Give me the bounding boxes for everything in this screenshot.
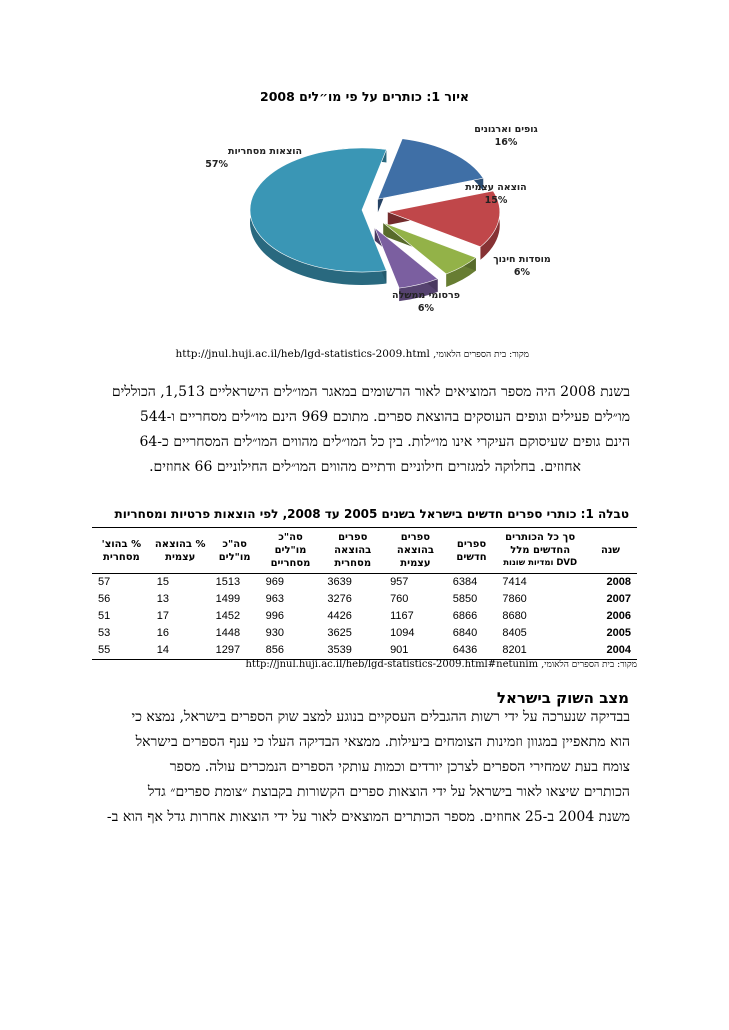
- table-row: [92, 591, 637, 608]
- table-source-url[interactable]: http://jnul.huji.ac.il/heb/lgd-statistics-2009.html#netunim: [245, 659, 539, 670]
- header-pct-self: % בהוצאה עצמית: [151, 528, 210, 574]
- pie-slice-label: מוסדות חינוך: [493, 254, 551, 265]
- cell-pct-comm: 57: [98, 576, 111, 588]
- paragraph-line: בשנת 2008 היה מספר המוציאים לאור הרשומים במאגר המו״לים הישראליים 1,513, הכוללים: [111, 384, 630, 400]
- cell-total-publishers: 1513: [215, 576, 241, 588]
- paragraph-line: הוא מתאפיין במגוון וזמינות הצומחים ביעילות. ממצאי הבדיקה העלו כי ענף הספרים בישראל: [135, 734, 630, 750]
- cell-self-pub: 901: [384, 642, 447, 660]
- cell-pct-self: 17: [156, 610, 170, 622]
- table-source-label: מקור: בית הספרים הלאומי,: [541, 660, 637, 670]
- table-header-row: [92, 528, 637, 574]
- cell-year: 2005: [606, 627, 631, 639]
- cell-comm-publishers: 969: [265, 576, 284, 588]
- cell-year: 2006: [606, 610, 631, 622]
- paragraph-line: משנת 2004 ב-25 אחוזים. מספר הכותרים המוצאים לאור על ידי הוצאות אחרות גדל אף הוא ב-: [106, 809, 630, 825]
- cell-commercial: 3639: [327, 576, 352, 588]
- cell-comm-publishers: 996: [265, 610, 284, 622]
- figure-source-label: מקור: בית הספרים הלאומי,: [433, 350, 529, 360]
- pie-slice-value: 15%: [484, 195, 508, 206]
- cell-comm-publishers: 963: [265, 593, 284, 605]
- cell-self-pub: 957: [390, 576, 409, 588]
- cell-pct-comm: 56: [98, 593, 111, 605]
- figure-source: [176, 348, 529, 360]
- header-new-books: ספרים חדשים: [447, 528, 497, 574]
- cell-year: 2008: [606, 576, 631, 588]
- figure-title: איור 1: כותרים על פי מו״לים 2008: [260, 89, 469, 104]
- pie-chart: [150, 110, 570, 340]
- cell-total-publishers: 1499: [215, 593, 241, 605]
- pie-slice-label: גופים וארגונים: [474, 124, 538, 135]
- cell-commercial: 4426: [327, 610, 352, 622]
- paragraph-line: אחוזים. בחלוקה למגזרים חילוניים ודתיים מהווים המו״לים החילוניים 66 אחוזים.: [149, 459, 581, 475]
- cell-total: 7414: [502, 576, 527, 588]
- cell-commercial: 3625: [327, 627, 352, 639]
- pie-slice-value: 6%: [417, 303, 435, 314]
- header-total-publishers: סה"כ מו"לים: [210, 528, 260, 574]
- paragraph-publishers: [100, 380, 630, 480]
- header-year: שנה: [584, 528, 637, 574]
- cell-pct-self: 15: [156, 576, 170, 588]
- table-row: [92, 642, 637, 660]
- paragraph-line: בבדיקה שנערכה על ידי רשות ההגבלים העסקיים בנוגע למצב שוק הספרים בישראל, נמצא כי: [131, 709, 630, 725]
- table-source: [245, 659, 637, 670]
- paragraph-line: צומח בעת שמחירי הספרים לצרכן יורדים וכמות עותקי הספרים הנמכרים עולה. מספר: [169, 759, 630, 775]
- header-total: [496, 528, 584, 574]
- cell-pct-comm: 51: [98, 610, 111, 622]
- header-pct-comm: % בהוצ' מסחרית: [92, 528, 151, 574]
- figure-source-url[interactable]: http://jnul.huji.ac.il/heb/lgd-statistics-2009.html: [175, 348, 430, 360]
- cell-comm-publishers: 930: [265, 627, 284, 639]
- cell-total: 8405: [502, 627, 527, 639]
- pie-slice-value: 57%: [205, 159, 228, 170]
- cell-pct-self: 14: [151, 642, 210, 660]
- cell-pct-comm: 55: [92, 642, 151, 660]
- cell-new-books: 6866: [452, 610, 478, 622]
- cell-pct-comm: 53: [98, 627, 111, 639]
- table-row: [92, 608, 637, 625]
- pie-slice-label: פרסומי ממשלה: [392, 290, 460, 301]
- paragraph-market: [100, 705, 630, 830]
- cell-year: 2007: [606, 593, 631, 605]
- cell-new-books: 6840: [452, 627, 478, 639]
- header-commercial: ספרים בהוצאה מסחרית: [321, 528, 384, 574]
- header-total-sub: DVD ומדיות שונות: [503, 558, 578, 568]
- cell-new-books: 5850: [452, 593, 478, 605]
- cell-self-pub: 1094: [390, 627, 415, 639]
- cell-commercial: 3276: [327, 593, 352, 605]
- cell-self-pub: 760: [390, 593, 409, 605]
- pie-slice-label: הוצאות מסחריות: [228, 146, 303, 157]
- cell-new-books: 6384: [452, 576, 478, 588]
- cell-total-publishers: 1452: [215, 610, 241, 622]
- cell-year: 2004: [584, 642, 637, 660]
- paragraph-line: מו״לים פעילים וגופים העוסקים בהוצאת ספרים. מתוכם 969 הינם מו״לים מסחריים ו-544: [139, 409, 630, 425]
- section-heading: מצב השוק בישראל: [496, 689, 629, 707]
- paragraph-line: הכותרים שיצאו לאור בישראל על ידי הוצאות ספרים הקשורות בקבוצת ״צומת ספרים״ גדל: [147, 784, 630, 800]
- pie-slice-label: הוצאה עצמית: [465, 182, 527, 193]
- cell-self-pub: 1167: [390, 610, 414, 622]
- cell-new-books: 6436: [447, 642, 497, 660]
- cell-pct-self: 13: [156, 593, 170, 605]
- table-row: [92, 574, 637, 592]
- table-title: טבלה 1: כותרי ספרים חדשים בישראל בשנים 2005 עד 2008, לפי הוצאות פרטיות ומסחריות: [114, 507, 629, 521]
- header-total-main: סך כל הכותרים החדשים מלל: [505, 532, 576, 556]
- pie-slice-value: 6%: [513, 267, 531, 278]
- cell-comm-publishers: 856: [260, 642, 322, 660]
- paragraph-line: הינם גופים שעיסוקם העיקרי אינו מו״לות. בין כל המו״לים מהווים המו״לים המסחריים כ-64: [139, 434, 630, 450]
- table-row: [92, 625, 637, 642]
- cell-total: 8201: [496, 642, 584, 660]
- pie-chart-svg: [150, 110, 570, 340]
- stats-table: [92, 527, 637, 660]
- cell-total-publishers: 1448: [215, 627, 241, 639]
- cell-total: 8680: [502, 610, 527, 622]
- cell-total: 7860: [502, 593, 527, 605]
- cell-total-publishers: 1297: [210, 642, 260, 660]
- header-self-pub: ספרים בהוצאה עצמית: [384, 528, 447, 574]
- cell-commercial: 3539: [321, 642, 384, 660]
- cell-pct-self: 16: [156, 627, 170, 639]
- header-comm-publishers: סה"כ מו"לים מסחריים: [260, 528, 322, 574]
- pie-slice-value: 16%: [494, 137, 518, 148]
